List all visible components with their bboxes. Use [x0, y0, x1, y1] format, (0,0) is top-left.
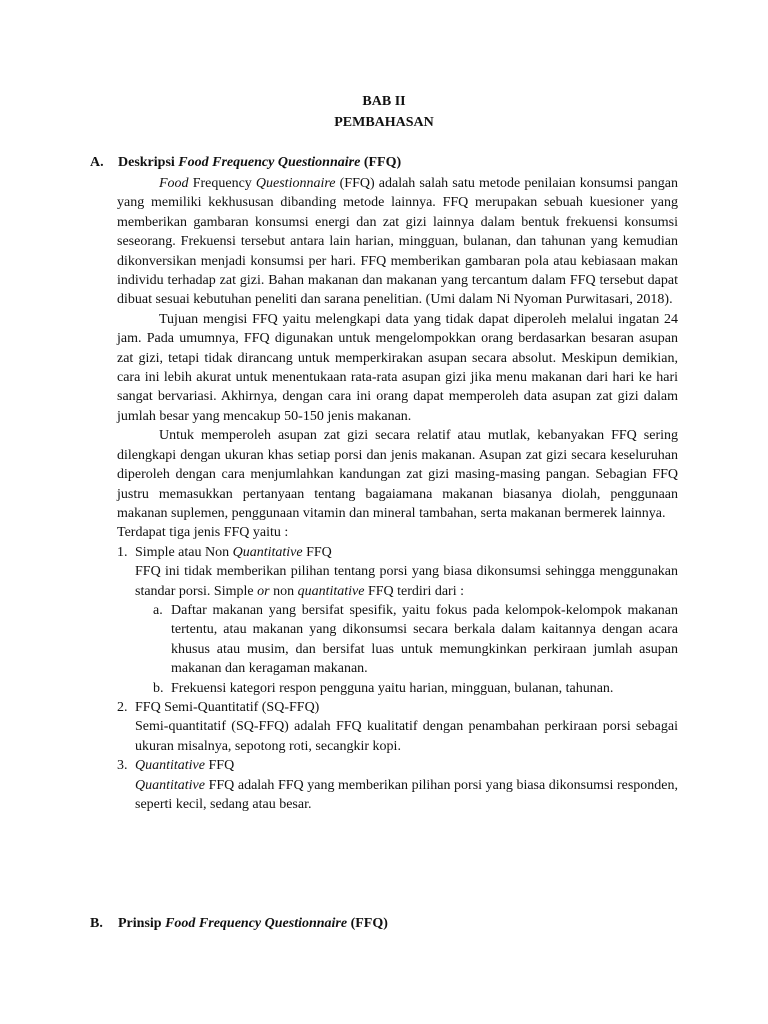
chapter-number: BAB II	[362, 94, 406, 109]
item-3-number: 3.	[117, 758, 128, 774]
section-a-title-italic: Food Frequency Questionnaire	[178, 155, 361, 170]
item-3-title	[135, 756, 678, 775]
para1-word-questionnaire: Questionnaire	[255, 176, 336, 191]
section-b-heading	[90, 914, 388, 934]
sub-item-a-label: a.	[153, 602, 163, 618]
item-3-desc-italic: Quantitative	[135, 777, 205, 793]
list-intro: Terdapat tiga jenis FFQ yaitu :	[117, 525, 289, 541]
item-1-title	[135, 543, 678, 562]
sub-item-b	[153, 679, 678, 698]
para1-word-food: Food	[159, 176, 189, 191]
section-a-title-pre: Deskripsi	[118, 155, 179, 170]
list-item-2	[117, 698, 678, 756]
section-b-label: B.	[90, 916, 103, 931]
list-item-3	[117, 756, 678, 814]
paragraph-3: Untuk memperoleh asupan zat gizi secara relatif atau mutlak, kebanyakan FFQ sering dilengkapi dengan ukuran khas setiap porsi dan jenis makanan. Asupan zat gizi secara keseluruhan diperoleh dengan cara menjumlahkan kandungan zat gizi masing-masing pangan. Sebagian FFQ justru memasukkan pertanyaan tentang bagaiamana makanan biasanya diolah, penggunaan makanan suplemen, penggunaan vitamin dan mineral tambahan, serta makanan bermerek lainnya.	[117, 428, 678, 521]
item-1-description	[135, 562, 678, 601]
item-1-title-italic: Quantitative	[232, 544, 303, 560]
item-1-title-post: FFQ	[302, 544, 332, 560]
item-3-title-post: FFQ	[205, 758, 235, 774]
section-a-title-post: (FFQ)	[360, 155, 402, 170]
section-a-body	[117, 174, 678, 814]
para1-word-frequency: Frequency	[188, 176, 256, 191]
item-2-number: 2.	[117, 699, 128, 715]
section-b-title-italic: Food Frequency Questionnaire	[165, 916, 348, 931]
item-1-title-pre: Simple atau Non	[135, 544, 233, 560]
item-2-description: Semi-quantitatif (SQ-FFQ) adalah FFQ kualitatif dengan penambahan perkiraan porsi sebagai ukuran misalnya, sepotong roti, secangkir kopi.	[135, 719, 678, 754]
item-1-desc-or: or	[257, 583, 270, 599]
item-1-desc-pre: FFQ ini tidak memberikan pilihan tentang porsi yang biasa dikonsumsi sehingga menggunakan standar porsi. Simple	[135, 564, 678, 599]
paragraph-1	[117, 174, 678, 310]
sub-item-b-text: Frekuensi kategori respon pengguna yaitu harian, mingguan, bulanan, tahunan.	[171, 680, 614, 696]
section-b-title-pre: Prinsip	[118, 916, 166, 931]
item-3-desc-post: FFQ adalah FFQ yang memberikan pilihan porsi yang biasa dikonsumsi responden, seperti kecil, sedang atau besar.	[135, 777, 678, 812]
section-a-heading	[90, 153, 401, 173]
item-3-description	[135, 776, 678, 815]
item-1-number: 1.	[117, 544, 128, 560]
chapter-title: PEMBAHASAN	[334, 115, 434, 130]
list-item-1	[117, 543, 678, 698]
item-3-title-italic: Quantitative	[135, 758, 205, 774]
item-2-title: FFQ Semi-Quantitatif (SQ-FFQ)	[135, 699, 320, 715]
section-a-label: A.	[90, 155, 104, 170]
sub-item-a-text: Daftar makanan yang bersifat spesifik, yaitu fokus pada kelompok-kelompok makanan tertentu, atau makanan yang dikonsumsi secara berkala dalam kaitannya dengan acara khusus atau musim, dan bersifat luas untuk memungkinkan perkiraan jumlah asupan makanan dan keragaman makanan.	[171, 602, 678, 677]
sub-item-a	[153, 601, 678, 679]
section-b-title-post: (FFQ)	[347, 916, 388, 931]
item-1-desc-quantitative: quantitative	[297, 583, 365, 599]
para1-text: (FFQ) adalah salah satu metode penilaian konsumsi pangan yang memiliki kekhususan dibanding metode lainnya. FFQ merupakan sebuah kuesioner yang memberikan gambaran konsumsi energi dan zat gizi lainnya dalam bentuk frekuensi konsumsi seseorang. Frekuensi tersebut antara lain harian, mingguan, bulanan, dan tahunan yang kemudian dikonversikan menjadi konsumsi per hari. FFQ memberikan gambaran pola atau kebiasaan makan individu terhadap zat gizi. Bahan makanan dan makanan yang tercantum dalam FFQ tersebut dapat dibuat sesuai kebutuhan peneliti dan sarana penelitian. (Umi dalam Ni Nyoman Purwitasari, 2018).	[117, 176, 678, 308]
sub-item-b-label: b.	[153, 680, 164, 696]
paragraph-2: Tujuan mengisi FFQ yaitu melengkapi data yang tidak dapat diperoleh melalui ingatan 24 jam. Pada umumnya, FFQ digunakan untuk mengelompokkan orang berdasarkan besaran asupan zat gizi, tetapi tidak dirancang untuk memperkirakan asupan secara absolut. Meskipun demikian, cara ini lebih akurat untuk menentukaan rata-rata asupan gizi jika menu makanan dari hari ke hari sangat bervariasi. Akhirnya, dengan cara ini orang dapat memperoleh data asupan zat gizi dalam jumlah besar yang mencakup 50-150 jenis makanan.	[117, 311, 678, 424]
item-1-desc-mid: non	[269, 583, 298, 599]
item-1-desc-post: FFQ terdiri dari :	[364, 583, 464, 599]
